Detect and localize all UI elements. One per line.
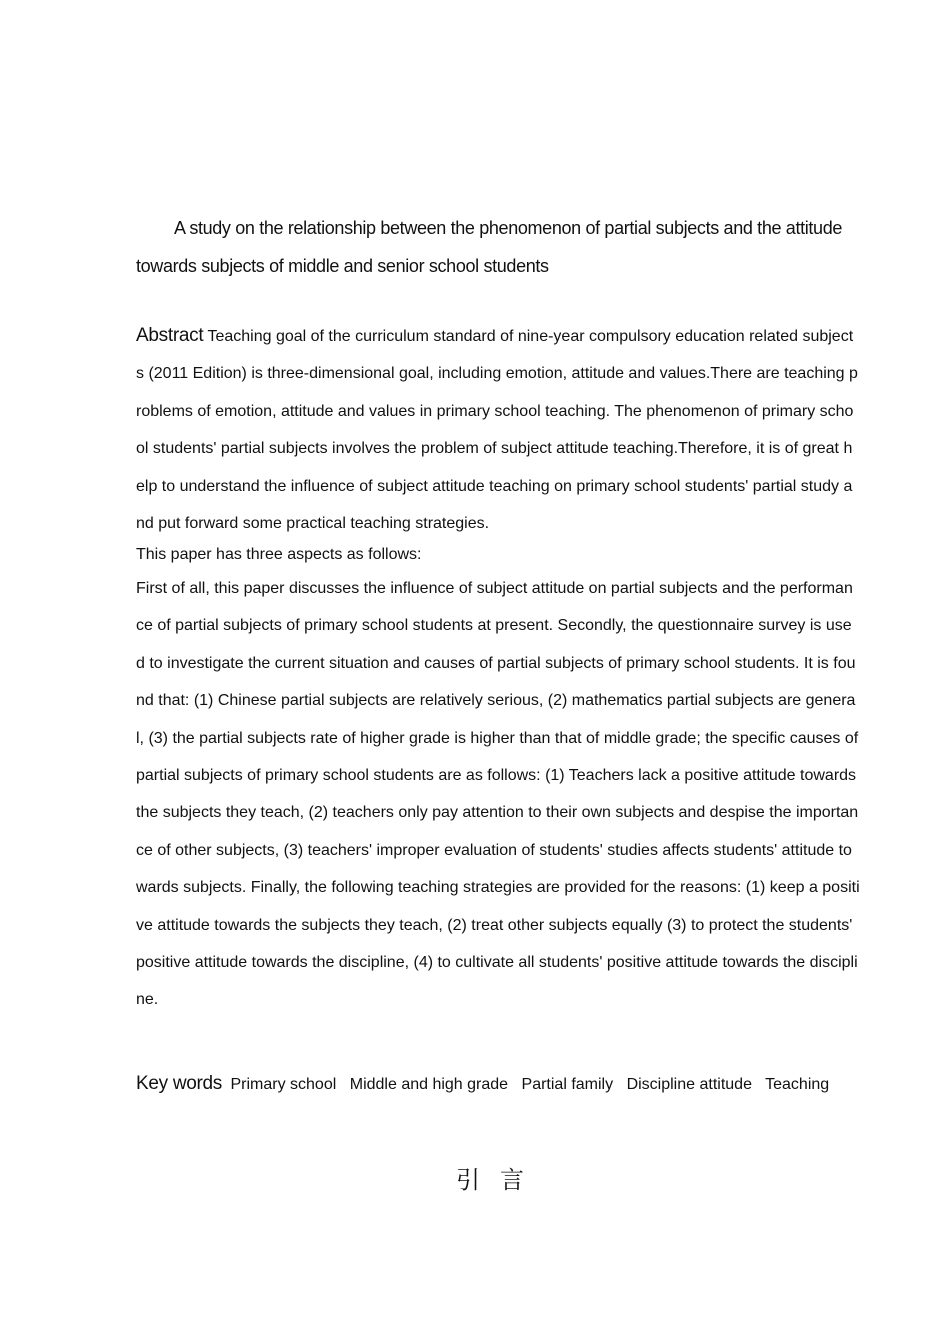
keyword: Partial family <box>521 1076 614 1093</box>
keyword: Discipline attitude <box>626 1076 752 1093</box>
paper-title: A study on the relationship between the phenomenon of partial subjects and the attitude towards subjects of middle and senior school students <box>136 218 843 276</box>
findings-paragraph: First of all, this paper discusses the influence of subject attitude on partial subjects and the performance of partial subjects of primary school students at present. Secondly, the questionnaire survey is used to investigate the current situation and causes of partial subjects of primary school students. It is found that: (1) Chinese partial subjects are relatively serious, (2) mathematics partial subjects are general, (3) the partial subjects rate of higher grade is higher than that of middle grade; the specific causes of partial subjects of primary school students are as follows: (1) Teachers lack a positive attitude towards the subjects they teach, (2) teachers only pay attention to their own subjects and despise the importance of other subjects, (3) teachers' improper evaluation of students' studies affects students' attitude towards subjects. Finally, the following teaching strategies are provided for the reasons: (1) keep a positive attitude towards the subjects they teach, (2) treat other subjects equally (3) to protect the students' positive attitude towards the discipline, (4) to cultivate all students' positive attitude towards the discipline. <box>136 580 860 1009</box>
section-heading-introduction: 引言 <box>456 1166 544 1194</box>
abstract-text: Teaching goal of the curriculum standard of nine-year compulsory education related subjects (2011 Edition) is three-dimensional goal, including emotion, attitude and values.There are teaching problems of emotion, attitude and values in primary school teaching. The phenomenon of primary school students' partial subjects involves the problem of subject attitude teaching.Therefore, it is of great help to understand the influence of subject attitude teaching on primary school students' partial study and put forward some practical teaching strategies. <box>136 328 858 533</box>
aspects-intro: This paper has three aspects as follows: <box>136 546 422 563</box>
abstract-paragraph <box>136 317 860 542</box>
keyword: Primary school <box>230 1076 337 1093</box>
abstract-label: Abstract <box>136 325 204 346</box>
keyword: Teaching <box>765 1076 830 1093</box>
keyword: Middle and high grade <box>349 1076 509 1093</box>
keywords-label: Key words <box>136 1073 223 1094</box>
keywords-line <box>136 1067 896 1102</box>
